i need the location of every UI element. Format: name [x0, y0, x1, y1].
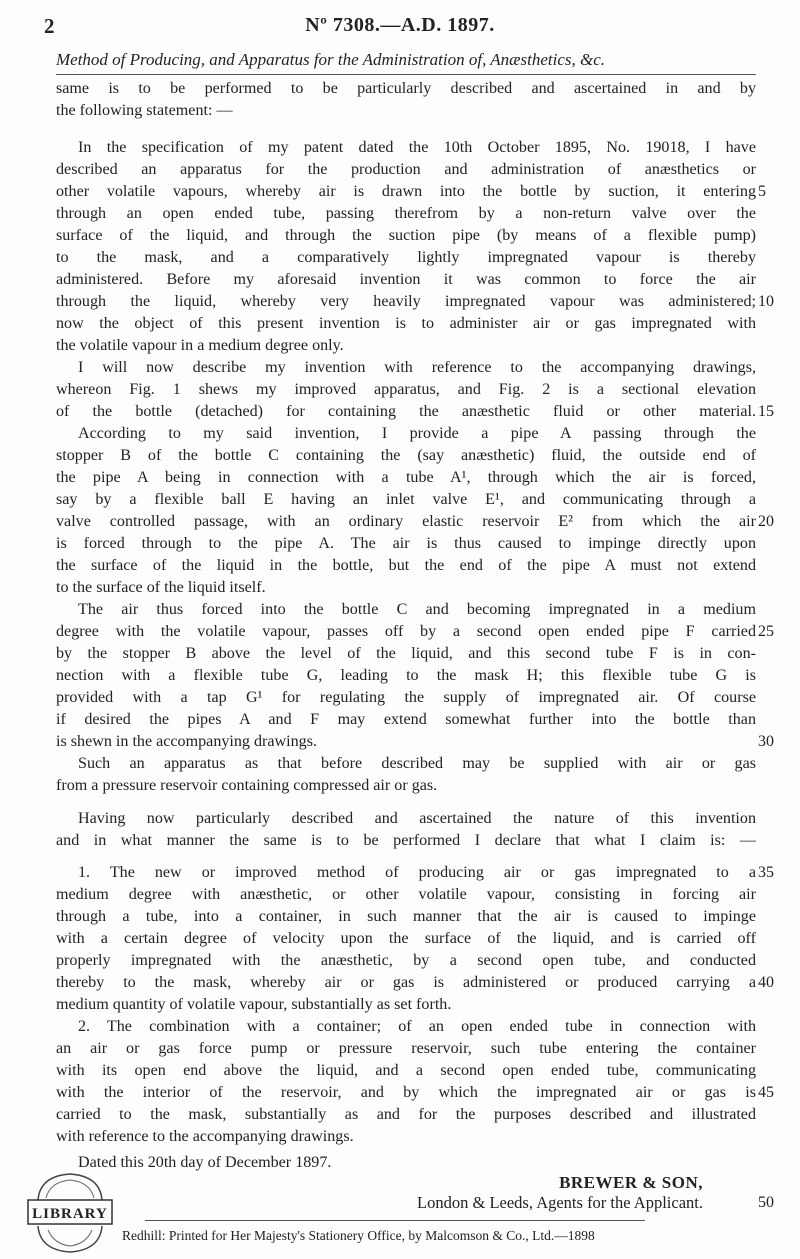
line-number: 50 — [758, 1194, 774, 1211]
text-line: with its open end above the liquid, and a second open ended tube, communicating — [56, 1062, 756, 1079]
line-number: 15 — [758, 403, 774, 420]
text-line: other volatile vapours, whereby air is drawn into the bottle by suction, it entering — [56, 183, 756, 200]
text-line: Such an apparatus as that before described may be supplied with air or gas — [78, 755, 756, 772]
text-line: carried to the mask, substantially as and for the purposes described and illustrated — [56, 1106, 756, 1123]
text-line: is forced through to the pipe A. The air is thus caused to impinge directly upon — [56, 535, 756, 552]
text-line: and in what manner the same is to be performed I declare that what I claim is: — — [56, 832, 756, 849]
text-line: thereby to the mask, whereby air or gas is administered or produced carrying a — [56, 974, 756, 991]
text-line: an air or gas force pump or pressure reservoir, such tube entering the container — [56, 1040, 756, 1057]
text-line: now the object of this present invention is to administer air or gas impregnated with — [56, 315, 756, 332]
page-number: 2 — [44, 14, 55, 38]
title-rule — [56, 74, 756, 75]
running-title: Method of Producing, and Apparatus for the Administration of, Anæsthetics, &c. — [56, 50, 606, 69]
text-line: Having now particularly described and ascertained the nature of this invention — [78, 810, 756, 827]
text-line: 1. The new or improved method of producing air or gas impregnated to a — [78, 864, 756, 881]
text-line: same is to be performed to be particularly described and ascertained in and by — [56, 80, 756, 97]
agent-name: BREWER & SON, — [559, 1173, 703, 1192]
text-line: stopper B of the bottle C containing the (say anæsthetic) fluid, the outside end of — [56, 447, 756, 464]
text-line: medium degree with anæsthetic, or other volatile vapour, consisting in forcing air — [56, 886, 756, 903]
text-line: through the liquid, whereby very heavily impregnated vapour was administered; — [56, 293, 756, 310]
text-line: to the mask, and a comparatively lightly impregnated vapour is thereby — [56, 249, 756, 266]
text-line: by the stopper B above the level of the liquid, and this second tube F is in con- — [56, 645, 756, 662]
text-line: the following statement: — — [56, 102, 233, 119]
library-stamp-icon — [20, 1170, 120, 1254]
text-line: Dated this 20th day of December 1897. — [78, 1154, 332, 1171]
text-line: valve controlled passage, with an ordinary elastic reservoir E² from which the air — [56, 513, 756, 530]
text-line: of the bottle (detached) for containing the anæsthetic fluid or other material. — [56, 403, 756, 420]
text-line: through a tube, into a container, in such manner that the air is caused to impinge — [56, 908, 756, 925]
line-number: 5 — [758, 183, 766, 200]
text-line: described an apparatus for the production and administration of anæsthetics or — [56, 161, 756, 178]
text-line: administered. Before my aforesaid invention it was common to force the air — [56, 271, 756, 288]
text-line: with the interior of the reservoir, and by which the impregnated air or gas is — [56, 1084, 756, 1101]
line-number: 35 — [758, 864, 774, 881]
text-line: nection with a flexible tube G, leading to the mask H; this flexible tube G is — [56, 667, 756, 684]
text-line: provided with a tap G¹ for regulating the supply of impregnated air. Of course — [56, 689, 756, 706]
line-number: 40 — [758, 974, 774, 991]
patent-number: Nº 7308.—A.D. 1897. — [305, 14, 495, 36]
text-line: whereon Fig. 1 shews my improved apparatus, and Fig. 2 is a sectional elevation — [56, 381, 756, 398]
text-line: to the surface of the liquid itself. — [56, 579, 266, 596]
stamp-text: LIBRARY — [32, 1206, 108, 1222]
text-line: from a pressure reservoir containing compressed air or gas. — [56, 777, 438, 794]
text-line: the volatile vapour in a medium degree only. — [56, 337, 344, 354]
text-line: The air thus forced into the bottle C and becoming impregnated in a medium — [78, 601, 756, 618]
text-line: According to my said invention, I provide a pipe A passing through the — [78, 425, 756, 442]
text-line: surface of the liquid, and through the suction pipe (by means of a flexible pump) — [56, 227, 756, 244]
line-number: 25 — [758, 623, 774, 640]
text-line: In the specification of my patent dated the 10th October 1895, No. 19018, I have — [78, 139, 756, 156]
text-line: say by a flexible ball E having an inlet valve E¹, and communicating through a — [56, 491, 756, 508]
text-line: I will now describe my invention with reference to the accompanying drawings, — [78, 359, 756, 376]
text-line: through an open ended tube, passing therefrom by a non-return valve over the — [56, 205, 756, 222]
line-number: 30 — [758, 733, 774, 750]
text-line: the pipe A being in connection with a tube A¹, through which the air is forced, — [56, 469, 756, 486]
text-line: 2. The combination with a container; of an open ended tube in connection with — [78, 1018, 756, 1035]
line-number: 20 — [758, 513, 774, 530]
text-line: is shewn in the accompanying drawings. — [56, 733, 318, 750]
line-number: 45 — [758, 1084, 774, 1101]
imprint-rule — [145, 1220, 645, 1221]
text-line: degree with the volatile vapour, passes off by a second open ended pipe F carried — [56, 623, 756, 640]
text-line: medium quantity of volatile vapour, substantially as set forth. — [56, 996, 452, 1013]
text-line: with reference to the accompanying drawings. — [56, 1128, 354, 1145]
text-line: properly impregnated with the anæsthetic, by a second open tube, and conducted — [56, 952, 756, 969]
agent-description: London & Leeds, Agents for the Applicant. — [417, 1193, 703, 1212]
text-line: if desired the pipes A and F may extend somewhat further into the bottle than — [56, 711, 756, 728]
printer-imprint: Redhill: Printed for Her Majesty's Stationery Office, by Malcomson & Co., Ltd.—1898 — [122, 1228, 595, 1243]
text-line: the surface of the liquid in the bottle, but the end of the pipe A must not extend — [56, 557, 756, 574]
text-line: with a certain degree of velocity upon the surface of the liquid, and is carried off — [56, 930, 756, 947]
line-number: 10 — [758, 293, 774, 310]
library-stamp — [20, 1170, 120, 1254]
